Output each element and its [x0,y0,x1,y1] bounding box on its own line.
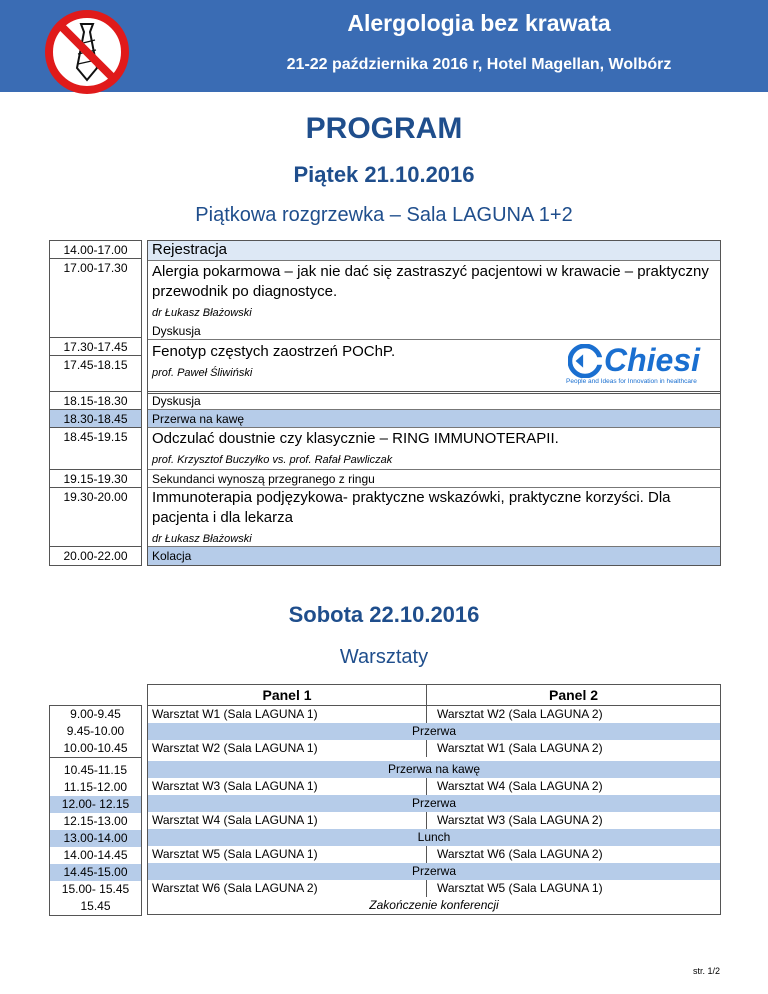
break-row: Przerwa [148,863,720,880]
workshop-row [148,706,720,723]
workshop-row [148,846,720,863]
dyskusja-2-row: Dyskusja [148,392,720,410]
talk-2-title: Fenotyp częstych zaostrzeń POChP. [152,343,396,360]
time-cell: 12.00- 12.15 [50,796,141,813]
time-cell: 18.15-18.30 [50,392,141,410]
talk-3-speaker: prof. Krzysztof Buczyłko vs. prof. Rafał Pawliczak [152,454,393,466]
panel-1-cell: Warsztat W2 (Sala LAGUNA 1) [152,741,318,755]
time-cell: 18.30-18.45 [50,410,141,428]
program-title: PROGRAM [305,112,463,145]
time-cell: 17.30-17.45 [50,338,141,356]
event-title: Alergologia bez krawata [347,10,611,36]
talk-4-speaker: dr Łukasz Błażowski [152,533,252,545]
panel-1-cell: Warsztat W4 (Sala LAGUNA 1) [152,813,318,827]
time-cell: 14.45-15.00 [50,864,141,881]
panel-2-cell: Warsztat W2 (Sala LAGUNA 2) [426,706,720,723]
time-cell: 11.15-12.00 [63,780,128,794]
talk-4-title: Immunoterapia podjęzykowa- praktyczne wskazówki, praktyczne korzyści. Dla pacjenta i dla lekarza [152,489,671,526]
break-row: Przerwa [148,795,720,812]
talk-1-title: Alergia pokarmowa – jak nie dać się zastraszyć pacjentowi w krawacie – praktyczny przewodnik po diagnostyce. [152,263,709,300]
friday-section-title: Piątkowa rozgrzewka – Sala LAGUNA 1+2 [195,204,573,226]
friday-content-2 [147,391,721,566]
time-cell: 10.00-10.45 [63,741,128,755]
time-cell: 13.00-14.00 [50,830,141,847]
friday-times-1 [49,240,142,410]
sekundanci-row: Sekundanci wynoszą przegranego z ringu [148,470,720,488]
workshop-times [49,705,142,916]
panel-2-cell: Warsztat W1 (Sala LAGUNA 2) [426,740,720,757]
panel-2-cell: Warsztat W4 (Sala LAGUNA 2) [426,778,720,795]
event-subtitle: 21-22 października 2016 r, Hotel Magellan, Wolbórz [286,56,672,73]
workshop-row [148,880,720,897]
coffee-break-row: Przerwa na kawę [148,761,720,778]
workshop-row [148,778,720,795]
time-cell: 19.15-19.30 [50,470,141,488]
talk-2-speaker: prof. Paweł Śliwiński [152,367,253,379]
talk-3-block [148,428,720,470]
saturday-title: Sobota 22.10.2016 [288,602,480,627]
saturday-section-title: Warsztaty [339,646,429,668]
chiesi-logo-icon [568,344,602,378]
panel-2-cell: Warsztat W3 (Sala LAGUNA 2) [426,812,720,829]
panel-header-row [148,685,720,706]
panel-1-cell: Warsztat W3 (Sala LAGUNA 1) [152,779,318,793]
closing-row: Zakończenie konferencji [369,898,499,912]
time-cell: 14.00-14.45 [63,848,128,862]
time-cell: 9.00-9.45 [70,707,121,721]
lunch-row: Lunch [148,829,720,846]
no-tie-icon [45,10,129,94]
friday-times-2 [49,391,142,566]
time-cell: 12.15-13.00 [63,814,128,828]
time-cell: 15.00- 15.45 [61,882,130,896]
rejestracja-row: Rejestracja [148,241,720,261]
dyskusja-1-row: Dyskusja [148,322,720,340]
time-cell: 14.00-17.00 [50,241,141,259]
chiesi-logo [566,342,714,392]
time-cell: 17.00-17.30 [50,259,141,338]
coffee-break-row: Przerwa na kawę [148,410,720,428]
workshop-table [147,684,721,915]
workshop-row [148,812,720,829]
friday-title: Piątek 21.10.2016 [293,162,475,187]
time-cell: 15.45 [80,899,111,913]
panel-2-cell: Warsztat W6 (Sala LAGUNA 2) [426,846,720,863]
panel-2-cell: Warsztat W5 (Sala LAGUNA 1) [426,880,720,897]
chiesi-wordmark: Chiesi [604,342,701,378]
workshop-row [148,740,720,757]
panel-2-header: Panel 2 [426,685,720,705]
time-cell: 9.45-10.00 [66,724,125,738]
talk-3-title: Odczulać doustnie czy klasycznie – RING IMMUNOTERAPII. [152,430,559,447]
panel-1-cell: Warsztat W5 (Sala LAGUNA 1) [152,847,318,861]
friday-content-1 [147,240,721,394]
talk-4-block [148,488,720,547]
time-cell: 17.45-18.15 [63,358,128,372]
break-row: Przerwa [148,723,720,740]
kolacja-row: Kolacja [148,547,720,565]
time-cell: 10.45-11.15 [63,763,128,777]
time-cell: 18.45-19.15 [50,428,141,470]
chiesi-tagline: People and Ideas for Innovation in healthcare [566,378,697,385]
panel-1-cell: Warsztat W6 (Sala LAGUNA 2) [152,881,318,895]
panel-1-cell: Warsztat W1 (Sala LAGUNA 1) [152,707,318,721]
panel-1-header: Panel 1 [262,687,312,703]
time-cell: 19.30-20.00 [50,488,141,547]
talk-2-block [148,340,720,393]
talk-1-speaker: dr Łukasz Błażowski [152,307,252,319]
header-banner [0,0,768,92]
page-number: str. 1/2 [692,966,720,976]
time-cell: 20.00-22.00 [63,549,128,563]
